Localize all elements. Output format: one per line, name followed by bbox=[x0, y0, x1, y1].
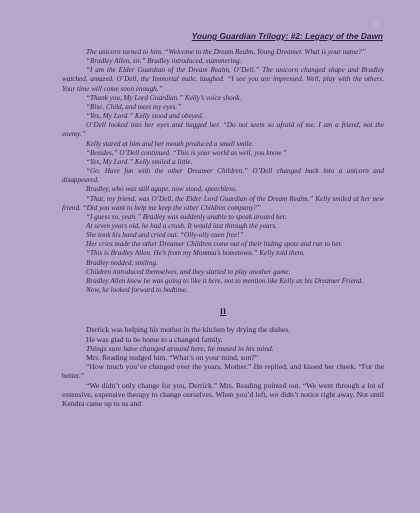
paragraph: Kelly stared at him and her mouth produced a small smile. bbox=[86, 139, 254, 148]
paragraph: “I am the Elder Guardian of the Dream Realm, O’Dell.” The unicorn changed shape and Bradley watched, amazed. O’Dell, the Immortal male, laughed. “I see you are impressed. Well, play with the others. Your time will come soon enough.” bbox=[62, 66, 384, 93]
page-number: 36 bbox=[372, 22, 380, 29]
paragraph: “Go. Have fun with the other Dreamer Children.” O’Dell changed back into a unicorn and disappeared. bbox=[62, 167, 384, 185]
paragraph: Bradley, who was still agape, now stood, speechless. bbox=[86, 185, 237, 194]
body-text bbox=[62, 48, 384, 408]
section-divider: II bbox=[219, 307, 227, 317]
paragraph: “Bradley Allen, sir.” Bradley introduced, stammering. bbox=[86, 57, 242, 66]
paragraph: “Rise, Child, and meet my eyes.” bbox=[86, 102, 182, 111]
paragraph: Her cries made the other Dreamer Children come out of their hiding spots and run to her. bbox=[86, 240, 343, 249]
kitchen-section bbox=[62, 325, 384, 408]
paragraph: “Yes, My Lord.” Kelly stood and obeyed. bbox=[86, 112, 204, 121]
paragraph: “Besides,” O’Dell continued. “This is your world as well, you know.” bbox=[86, 148, 287, 157]
paragraph: He was glad to be home to a changed family. bbox=[86, 334, 223, 344]
paragraph: Derrick was helping his mother in the kitchen by drying the dishes. bbox=[86, 325, 291, 335]
dream-realm-section bbox=[62, 48, 384, 295]
paragraph: “This is Bradley Allen. He’s from my Momma’s hometown.” Kelly told them. bbox=[86, 249, 305, 258]
paragraph: Now, he looked forward to bedtime. bbox=[86, 286, 188, 295]
paragraph: She took his hand and cried out. “Olly-olly oxen free!” bbox=[86, 231, 244, 240]
paragraph: “We didn’t only change for you, Derrick.” Mrs. Reading pointed out. “We went through a lot of extensive, expensive therapy to change ourselves. When you’d left, we didn’t notice right away. Not until Kendra came up to us and bbox=[62, 380, 384, 408]
paragraph: “How much you’ve changed over the years, Mother.” He replied, and kissed her cheek. “For the better.” bbox=[62, 362, 384, 381]
paragraph: “I guess so, yeah.” Bradley was suddenly unable to speak around her. bbox=[86, 212, 287, 221]
paragraph: At seven years old, he had a crush. It would last through the years. bbox=[86, 221, 277, 230]
paragraph: The unicorn turned to him. “Welcome to the Dream Realm, Young Dreamer. What is your name?” bbox=[86, 48, 366, 56]
paragraph: Children introduced themselves, and they started to play another game. bbox=[86, 267, 291, 276]
paragraph: “Thank you, My Lord Guardian.” Kelly’s voice shook. bbox=[86, 93, 242, 102]
paragraph: Bradley nodded, smiling. bbox=[86, 258, 158, 267]
paragraph: Bradley Allen knew he was going to like it here, not to mention like Kelly as his Dreamer Friend. bbox=[86, 276, 363, 285]
paragraph: Mrs. Reading nudged him. “What’s on your mind, son?” bbox=[86, 352, 258, 362]
paragraph: “Yes, My Lord.” Kelly smiled a little. bbox=[86, 157, 193, 166]
paragraph: O’Dell looked into her eyes and hugged her. “Do not seem so afraid of me. I am a friend, not the enemy.” bbox=[62, 121, 384, 139]
paragraph: Things sure have changed around here, he mused in his mind. bbox=[86, 343, 274, 353]
paragraph: “That, my friend, was O’Dell, the Elder Lord Guardian of the Dream Realm.” Kelly smiled at her new friend. “Did you want to help me keep the other Children company?” bbox=[62, 194, 384, 212]
running-header: Young Guardian Trilogy: #2: Legacy of the Dawn bbox=[191, 31, 383, 41]
